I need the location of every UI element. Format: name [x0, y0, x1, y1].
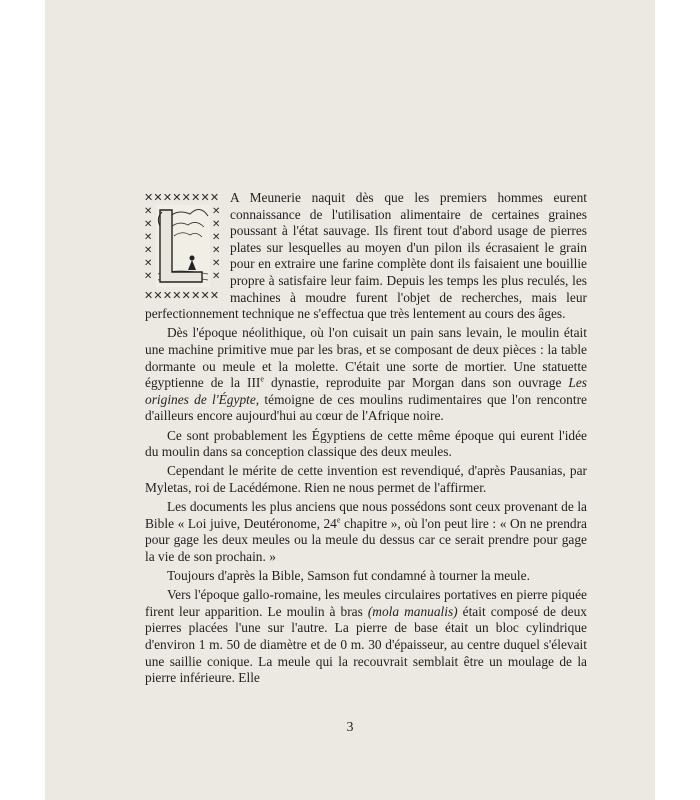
decorated-initial-l-icon — [144, 190, 224, 301]
svg-text:✕: ✕ — [144, 219, 153, 230]
body-text — [145, 190, 587, 689]
paragraph-7-text-b: était composé de deux pierres placées l'une sur l'autre. La pierre de base était un bloc cylindrique d'environ 1 m. 50 de diamètre et de 0 m. 30 d'épaisseur, au centre duquel s'élevait une saillie conique. La meule qui la recouvrait semblait être un moulage de la pierre inférieure. Elle — [145, 603, 587, 686]
paragraph-1 — [145, 190, 587, 323]
svg-text:✕: ✕ — [212, 219, 221, 230]
paragraph-7 — [145, 587, 587, 687]
svg-text:✕: ✕ — [144, 245, 153, 256]
svg-text:✕✕✕✕✕✕✕✕: ✕✕✕✕✕✕✕✕ — [144, 191, 220, 204]
book-page — [45, 0, 655, 800]
svg-text:✕: ✕ — [212, 271, 221, 282]
svg-text:✕: ✕ — [144, 206, 153, 217]
superscript: e — [260, 374, 264, 384]
paragraph-5-text-b: chapitre », où l'on peut lire : « On ne prendra pour gage les deux meules ou la meule du dessus car ce serait prendre pour gage la vie de son prochain. » — [145, 515, 587, 564]
svg-text:✕: ✕ — [144, 271, 153, 282]
paragraph-2-text-c: témoigne de ces moulins rudimentaires que l'on rencontre d'ailleurs encore aujourd'hui au cœur de l'Afrique noire. — [145, 391, 587, 424]
book-title-italic: Les origines de l'Égypte, — [145, 375, 587, 407]
paragraph-7-text-a: Vers l'époque gallo-romaine, les meules circulaires portatives en pierre piquée firent leur apparition. Le moulin à bras — [145, 587, 587, 619]
svg-text:✕: ✕ — [212, 206, 221, 217]
paragraph-1-text: A Meunerie naquit dès que les premiers hommes eurent connaissance de l'utilisation alimentaire de certaines graines poussant à l'état sauvage. Ils firent tout d'abord usage de pierres plates sur lesquelles au moyen d'un pilon ils écrasaient le grain pour en extraire une farine complète dont ils faisaient une bouillie propre à satisfaire leur faim. Depuis les temps les plus reculés, les machines à moudre furent l'objet de recherches, mais leur perfectionnement technique ne s'effectua que très lentement au cours des âges. — [145, 190, 587, 322]
svg-text:✕✕✕✕✕✕✕✕: ✕✕✕✕✕✕✕✕ — [144, 289, 220, 301]
svg-text:✕: ✕ — [212, 245, 221, 256]
svg-text:✕: ✕ — [212, 258, 221, 269]
paragraph-6: Toujours d'après la Bible, Samson fut condamné à tourner la meule. — [167, 568, 530, 584]
paragraph-5 — [145, 499, 587, 565]
paragraph-3: Ce sont probablement les Égyptiens de cette même époque qui eurent l'idée du moulin dans sa conception classique des deux meules. — [145, 427, 587, 460]
svg-text:✕: ✕ — [144, 258, 153, 269]
paragraph-2 — [145, 325, 587, 425]
latin-term-italic: (mola manualis) — [367, 603, 458, 619]
paragraph-5-text-a: Les documents les plus anciens que nous possédons sont ceux provenant de la Bible « Loi juive, Deutéronome, 24 — [145, 499, 587, 531]
page-number: 3 — [346, 720, 354, 735]
paragraph-2-text-a: Dès l'époque néolithique, où l'on cuisait un pain sans levain, le moulin était une machine primitive mue par les bras, et se composant de deux pièces : la table dormante ou meule et la molette. C'était une sorte de mortier. Une statuette égyptienne de la III — [145, 325, 587, 391]
paragraph-4: Cependant le mérite de cette invention est revendiqué, d'après Pausanias, par Myletas, roi de Lacédémone. Rien ne nous permet de l'affirmer. — [145, 463, 587, 495]
superscript: e — [336, 515, 341, 525]
paragraph-2-text-b: dynastie, reproduite par Morgan dans son ouvrage — [263, 375, 569, 391]
svg-text:✕: ✕ — [144, 232, 153, 243]
svg-text:✕: ✕ — [212, 232, 221, 243]
